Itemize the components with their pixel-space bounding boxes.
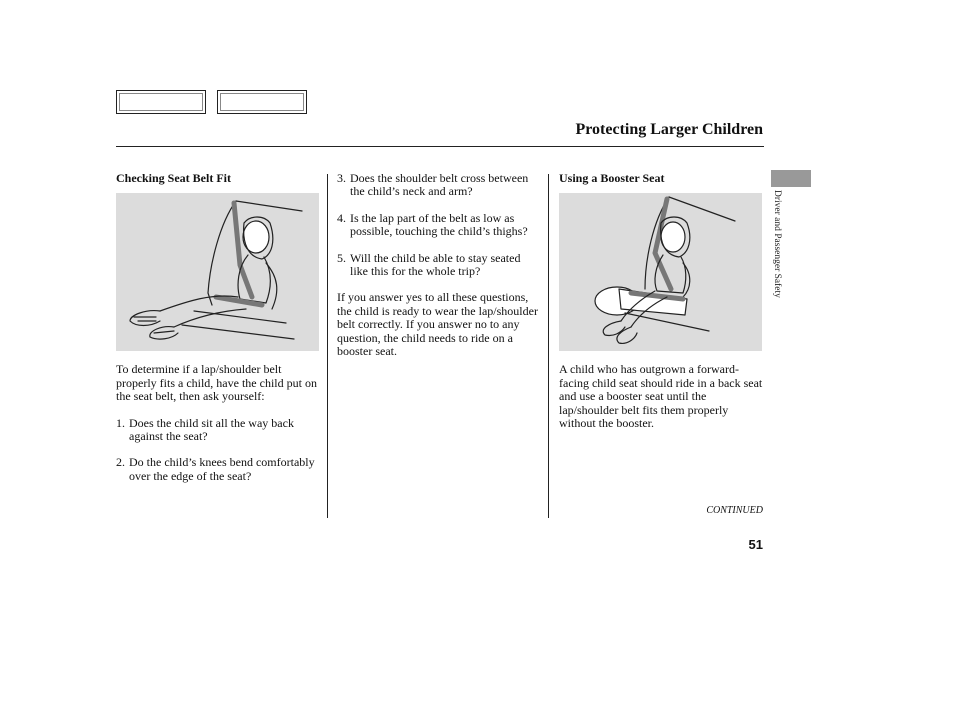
intro-paragraph: To determine if a lap/shoulder belt properly fits a child, have the child put on the seat belt, then ask yourself: (116, 362, 317, 404)
list-item-number: 1. (116, 415, 125, 430)
page-title: Protecting Larger Children (575, 121, 763, 138)
column-divider (327, 174, 328, 518)
page-number: 51 (748, 537, 763, 552)
booster-seat-illustration (559, 193, 762, 351)
left-column (116, 172, 320, 483)
list-item (337, 252, 541, 279)
list-item (337, 172, 541, 199)
column-divider (548, 174, 549, 518)
continued-note: CONTINUED (706, 505, 763, 516)
list-item-text: Do the child’s knees bend comfortably over the edge of the seat? (129, 455, 315, 483)
child-seat-belt-illustration (116, 193, 319, 351)
previous-page-button[interactable] (116, 90, 206, 114)
list-item-text: Is the lap part of the belt as low as possible, touching the child’s thighs? (350, 210, 528, 239)
list-item-number: 3. (337, 171, 346, 185)
section-heading-seat-belt-fit: Checking Seat Belt Fit (116, 171, 231, 185)
list-item-number: 4. (337, 210, 346, 225)
list-item-number: 5. (337, 250, 346, 265)
conclusion-paragraph: If you answer yes to all these questions, the child is ready to wear the lap/shoulder belt correctly. If you answer no to any question, the child needs to ride on a booster seat. (337, 290, 538, 359)
right-column (559, 172, 764, 430)
section-tab-marker (771, 170, 811, 187)
booster-paragraph: A child who has outgrown a forward-facing child seat should ride in a back seat and use a booster seat until the lap/shoulder belt fits them properly without the booster. (559, 362, 763, 431)
question-list-middle (337, 172, 541, 278)
list-item (337, 212, 541, 239)
list-item (116, 417, 320, 444)
list-item-text: Does the child sit all the way back against the seat? (129, 415, 294, 444)
list-item-text: Does the shoulder belt cross between the child’s neck and arm? (350, 171, 529, 199)
next-page-button[interactable] (217, 90, 307, 114)
title-rule (116, 146, 764, 147)
list-item-number: 2. (116, 455, 125, 470)
section-tab-label: Driver and Passenger Safety (772, 190, 782, 298)
question-list-left (116, 417, 320, 484)
section-heading-booster-seat: Using a Booster Seat (559, 171, 665, 185)
middle-column (337, 172, 541, 358)
list-item (116, 456, 320, 483)
list-item-text: Will the child be able to stay seated like this for the whole trip? (350, 250, 521, 279)
